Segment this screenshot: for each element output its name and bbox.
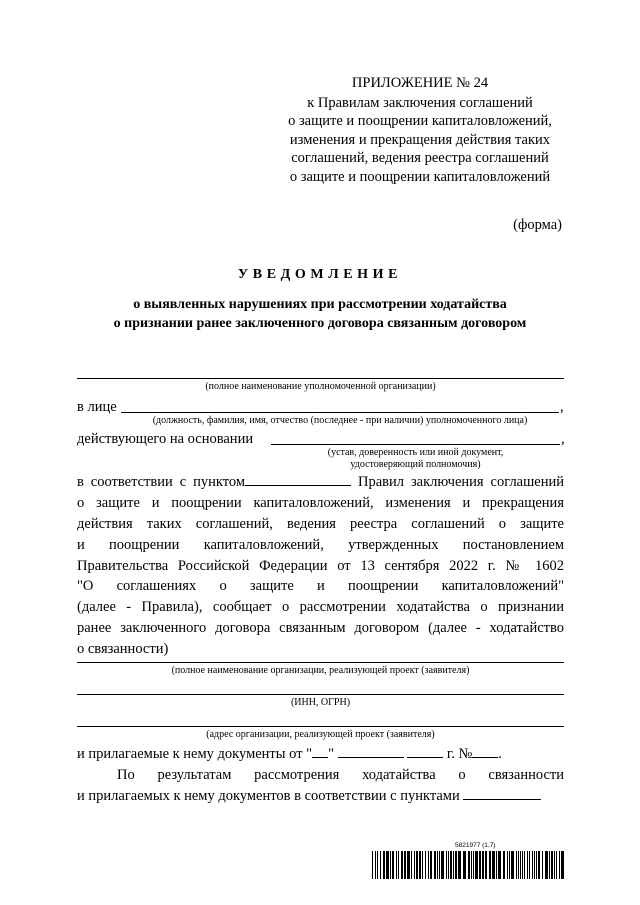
barcode-bar: [542, 851, 543, 879]
barcode-bar: [492, 851, 495, 879]
barcode-bar: [529, 851, 530, 879]
subtitle-line: о выявленных нарушениях при рассмотрении ходатайства: [133, 297, 507, 312]
barcode-bar: [419, 851, 421, 879]
clause-number-field[interactable]: [245, 472, 351, 486]
basis-caption: удостоверяющий полномочия): [350, 459, 481, 470]
appendix-number: ПРИЛОЖЕНИЕ № 24: [351, 75, 489, 91]
barcode-bar: [507, 851, 508, 879]
barcode-bar: [422, 851, 423, 879]
barcode-bar: [527, 851, 528, 879]
results-line-2: и прилагаемых к нему документов в соответствии с пунктами: [77, 786, 541, 805]
address-caption: (адрес организации, реализующей проект (заявителя): [206, 729, 435, 740]
barcode-bar: [554, 851, 555, 879]
paragraph-line: (далее - Правила), сообщает о рассмотрении ходатайства о признании: [77, 599, 564, 616]
basis-label: действующего на основании: [77, 431, 254, 447]
year-field[interactable]: [407, 744, 443, 758]
barcode-bar: [485, 851, 487, 879]
main-paragraph: [77, 472, 564, 660]
barcode-bar: [509, 851, 510, 879]
barcode-bar: [551, 851, 553, 879]
appendix-line: о защите и поощрении капиталовложений: [289, 168, 551, 185]
document-subtitle: [60, 295, 580, 333]
barcode-bar: [390, 851, 391, 879]
barcode-bar: [383, 851, 385, 879]
clauses-field[interactable]: [463, 786, 541, 800]
barcode-bar: [414, 851, 415, 879]
barcode-bar: [468, 851, 470, 879]
barcode-bar: [455, 851, 457, 879]
subtitle-line: о признании ранее заключенного договора связанным договором: [113, 316, 527, 331]
basis-caption: (устав, доверенность или иной документ,: [327, 447, 504, 458]
paragraph-line: "О соглашениях о защите и поощрении капиталовложений": [77, 578, 564, 595]
inn-ogrn-line[interactable]: [77, 694, 564, 695]
paragraph-line: о защите и поощрении капиталовложений, изменения и прекращения: [77, 494, 564, 511]
barcode-bar: [524, 851, 525, 879]
results-line-1: По результатам рассмотрения ходатайства о связанности: [117, 767, 564, 783]
barcode-bar: [532, 851, 533, 879]
barcode-bar: [534, 851, 535, 879]
document-title: УВЕДОМЛЕНИЕ: [237, 267, 403, 282]
barcode-bar: [450, 851, 452, 879]
inn-ogrn-caption: (ИНН, ОГРН): [290, 697, 351, 708]
in-person-line[interactable]: [121, 412, 559, 413]
barcode-bar: [516, 851, 517, 879]
paragraph-line: действия таких соглашений, ведения реестра соглашений о защите: [77, 515, 564, 532]
barcode-bar: [453, 851, 454, 879]
doc-number-field[interactable]: [472, 744, 498, 758]
barcode-bar: [377, 851, 378, 879]
appendix-line: к Правилам заключения соглашений: [307, 94, 533, 111]
barcode-bar: [401, 851, 403, 879]
barcode-bar: [473, 851, 474, 879]
in-person-caption: (должность, фамилия, имя, отчество (последнее - при наличии) уполномоченного лица): [152, 415, 528, 426]
barcode-bar: [463, 851, 466, 879]
barcode-bar: [407, 851, 410, 879]
form-label: (форма): [513, 217, 562, 233]
barcode-bar: [482, 851, 484, 879]
barcode-bar: [518, 851, 519, 879]
appendix-line: о защите и поощрении капиталовложений,: [288, 113, 552, 129]
barcode-bar: [479, 851, 481, 879]
barcode-bar: [411, 851, 412, 879]
barcode-bar: [439, 851, 440, 879]
barcode-bar: [556, 851, 557, 879]
barcode-bar: [372, 851, 373, 879]
basis-line[interactable]: [271, 444, 560, 445]
barcode-bar: [475, 851, 478, 879]
barcode-bar: [511, 851, 514, 879]
barcode-bar: [538, 851, 540, 879]
barcode-bar: [549, 851, 550, 879]
paragraph-line: Правительства Российской Федерации от 13 сентября 2022 г. № 1602: [77, 557, 564, 574]
barcode-bar: [437, 851, 438, 879]
paragraph-line: в соответствии с пунктом Правил заключения соглашений: [77, 474, 564, 490]
barcode-bar: [441, 851, 444, 879]
month-field[interactable]: [338, 744, 404, 758]
barcode-bar: [559, 851, 560, 879]
barcode-number: 5821977 (1.7): [455, 842, 496, 849]
barcode-bar: [398, 851, 399, 879]
appendix-line: изменения и прекращения действия таких: [289, 131, 551, 148]
barcode-bar: [522, 851, 523, 879]
barcode-bar: [386, 851, 389, 879]
barcode: [372, 851, 568, 879]
comma: ,: [560, 399, 564, 415]
barcode-bar: [428, 851, 429, 879]
barcode-bar: [489, 851, 491, 879]
barcode-bar: [448, 851, 449, 879]
org-name-line[interactable]: [77, 378, 564, 379]
paragraph-line: ранее заключенного договора связанным договором (далее - ходатайство: [77, 620, 564, 637]
applicant-name-line[interactable]: [77, 662, 564, 663]
barcode-bar: [471, 851, 472, 879]
applicant-name-caption: (полное наименование организации, реализующей проект (заявителя): [171, 665, 470, 676]
paragraph-line: о связанности): [77, 641, 169, 658]
barcode-bar: [434, 851, 436, 879]
barcode-bar: [458, 851, 461, 879]
documents-date-line: и прилагаемые к нему документы от " " г. № .: [77, 746, 502, 762]
barcode-bar: [536, 851, 537, 879]
barcode-bar: [416, 851, 418, 879]
barcode-bar: [392, 851, 394, 879]
address-line[interactable]: [77, 726, 564, 727]
appendix-line: соглашений, ведения реестра соглашений: [291, 150, 549, 166]
barcode-bar: [561, 851, 564, 879]
barcode-bar: [380, 851, 381, 879]
barcode-bar: [396, 851, 397, 879]
barcode-bar: [545, 851, 548, 879]
barcode-bar: [496, 851, 497, 879]
paragraph-line: и поощрении капиталовложений, утвержденных постановлением: [77, 536, 564, 553]
org-name-caption: (полное наименование уполномоченной организации): [205, 381, 436, 392]
barcode-bar: [425, 851, 426, 879]
in-person-label: в лице: [77, 399, 117, 415]
day-field[interactable]: [312, 744, 328, 758]
barcode-bar: [404, 851, 406, 879]
barcode-bar: [503, 851, 505, 879]
barcode-bar: [446, 851, 447, 879]
comma: ,: [561, 431, 565, 447]
appendix-header: [270, 74, 570, 186]
barcode-bar: [430, 851, 432, 879]
barcode-bar: [520, 851, 521, 879]
barcode-bar: [375, 851, 376, 879]
barcode-bar: [498, 851, 501, 879]
